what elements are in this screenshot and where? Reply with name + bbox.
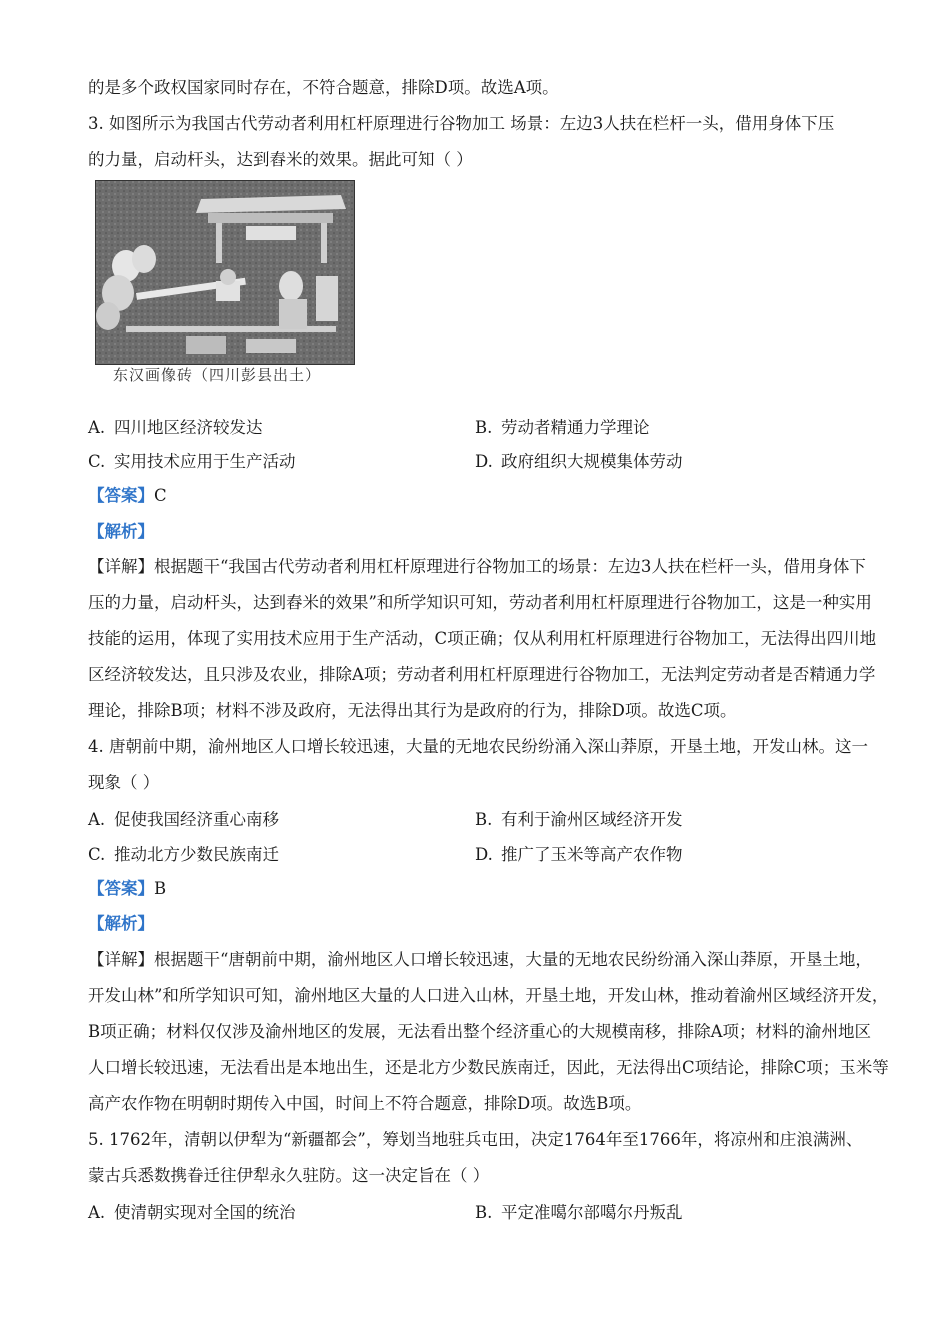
q3-detail-line-3: 技能的运用，体现了实用技术应用于生产活动，C项正确；仅从利用杠杆原理进行谷物加工，无法得出四川地 (88, 629, 877, 648)
q4-detail-line-2: 开发山林”和所学知识可知，渝州地区大量的人口进入山林，开垦土地，开发山林，推动着渝州区域经济开发， (88, 986, 889, 1005)
q3-analysis-label (88, 522, 154, 542)
option-letter: B. (475, 418, 493, 437)
option-letter: B. (475, 810, 493, 829)
option-text: 劳动者精通力学理论 (501, 418, 650, 437)
q3-stem-line-2: 的力量，启动杆头，达到舂米的效果。据此可知（ ） (88, 150, 473, 169)
option-letter: A. (88, 1203, 106, 1222)
option-letter: A. (88, 810, 106, 829)
q4-analysis-label (88, 914, 154, 934)
answer-label: 【答案】 (88, 879, 154, 898)
option-text: 政府组织大规模集体劳动 (501, 452, 683, 471)
figure-caption: 东汉画像砖（四川彭县出土） (113, 366, 322, 384)
option-letter: B. (475, 1203, 493, 1222)
option-letter: D. (475, 452, 493, 471)
option-text: 使清朝实现对全国的统治 (114, 1203, 296, 1222)
q4-option-a[interactable] (88, 810, 279, 830)
answer-value: C (154, 486, 167, 505)
option-letter: D. (475, 845, 493, 864)
q3-option-a[interactable] (88, 418, 263, 438)
q3-answer (88, 486, 167, 506)
q4-option-d[interactable] (475, 845, 683, 865)
q4-detail-line-5: 高产农作物在明朝时期传入中国，时间上不符合题意，排除D项。故选B项。 (88, 1094, 642, 1113)
analysis-label: 【解析】 (88, 914, 154, 933)
q3-detail-line-5: 理论，排除B项；材料不涉及政府，无法得出其行为是政府的行为，排除D项。故选C项。 (88, 701, 737, 720)
option-text: 促使我国经济重心南移 (114, 810, 279, 829)
q3-option-c[interactable] (88, 452, 296, 472)
option-text: 实用技术应用于生产活动 (114, 452, 296, 471)
option-text: 四川地区经济较发达 (114, 418, 263, 437)
q3-detail-line-4: 区经济较发达，且只涉及农业，排除A项；劳动者利用杠杆原理进行谷物加工，无法判定劳动者是否精通力学 (88, 665, 876, 684)
answer-label: 【答案】 (88, 486, 154, 505)
q4-detail-line-3: B项正确；材料仅仅涉及渝州地区的发展，无法看出整个经济重心的大规模南移，排除A项；材料的渝州地区 (88, 1022, 872, 1041)
q5-option-b[interactable] (475, 1203, 683, 1223)
option-text: 有利于渝州区域经济开发 (501, 810, 683, 829)
option-letter: A. (88, 418, 106, 437)
q5-option-a[interactable] (88, 1203, 296, 1223)
option-text: 平定准噶尔部噶尔丹叛乱 (501, 1203, 683, 1222)
q3-stem-line-1: 3. 如图所示为我国古代劳动者利用杠杆原理进行谷物加工 场景：左边3人扶在栏杆一头，借用身体下压 (88, 114, 835, 133)
q5-stem-line-1: 5. 1762年，清朝以伊犁为“新疆都会”，筹划当地驻兵屯田，决定1764年至1766年，将凉州和庄浪满洲、 (88, 1130, 863, 1149)
q4-option-c[interactable] (88, 845, 279, 865)
q3-figure (95, 180, 357, 385)
q4-detail-line-4: 人口增长较迅速，无法看出是本地出生，还是北方少数民族南迁，因此，无法得出C项结论，排除C项；玉米等 (88, 1058, 889, 1077)
q4-stem-line-2: 现象（ ） (88, 773, 160, 792)
option-letter: C. (88, 845, 106, 864)
answer-value: B (154, 879, 167, 898)
option-letter: C. (88, 452, 106, 471)
option-text: 推广了玉米等高产农作物 (501, 845, 683, 864)
q4-answer (88, 879, 166, 899)
q4-option-b[interactable] (475, 810, 683, 830)
rubbing-illustration (96, 181, 355, 365)
q3-detail-line-1: 【详解】根据题干“我国古代劳动者利用杠杆原理进行谷物加工的场景：左边3人扶在栏杆一头，借用身体下 (88, 557, 866, 576)
continuation-text: 的是多个政权国家同时存在，不符合题意，排除D项。故选A项。 (88, 78, 559, 97)
q4-detail-line-1: 【详解】根据题干“唐朝前中期，渝州地区人口增长较迅速，大量的无地农民纷纷涌入深山莽原，开垦土地， (88, 950, 872, 969)
rubbing-image (95, 180, 355, 365)
q3-detail-line-2: 压的力量，启动杆头，达到舂米的效果”和所学知识可知，劳动者利用杠杆原理进行谷物加工，这是一种实用 (88, 593, 872, 612)
q4-stem-line-1: 4. 唐朝前中期，渝州地区人口增长较迅速，大量的无地农民纷纷涌入深山莽原，开垦土地，开发山林。这一 (88, 737, 868, 756)
analysis-label: 【解析】 (88, 522, 154, 541)
q3-option-d[interactable] (475, 452, 683, 472)
q3-option-b[interactable] (475, 418, 650, 438)
q5-stem-line-2: 蒙古兵悉数携眷迁往伊犁永久驻防。这一决定旨在（ ） (88, 1166, 490, 1185)
option-text: 推动北方少数民族南迁 (114, 845, 279, 864)
